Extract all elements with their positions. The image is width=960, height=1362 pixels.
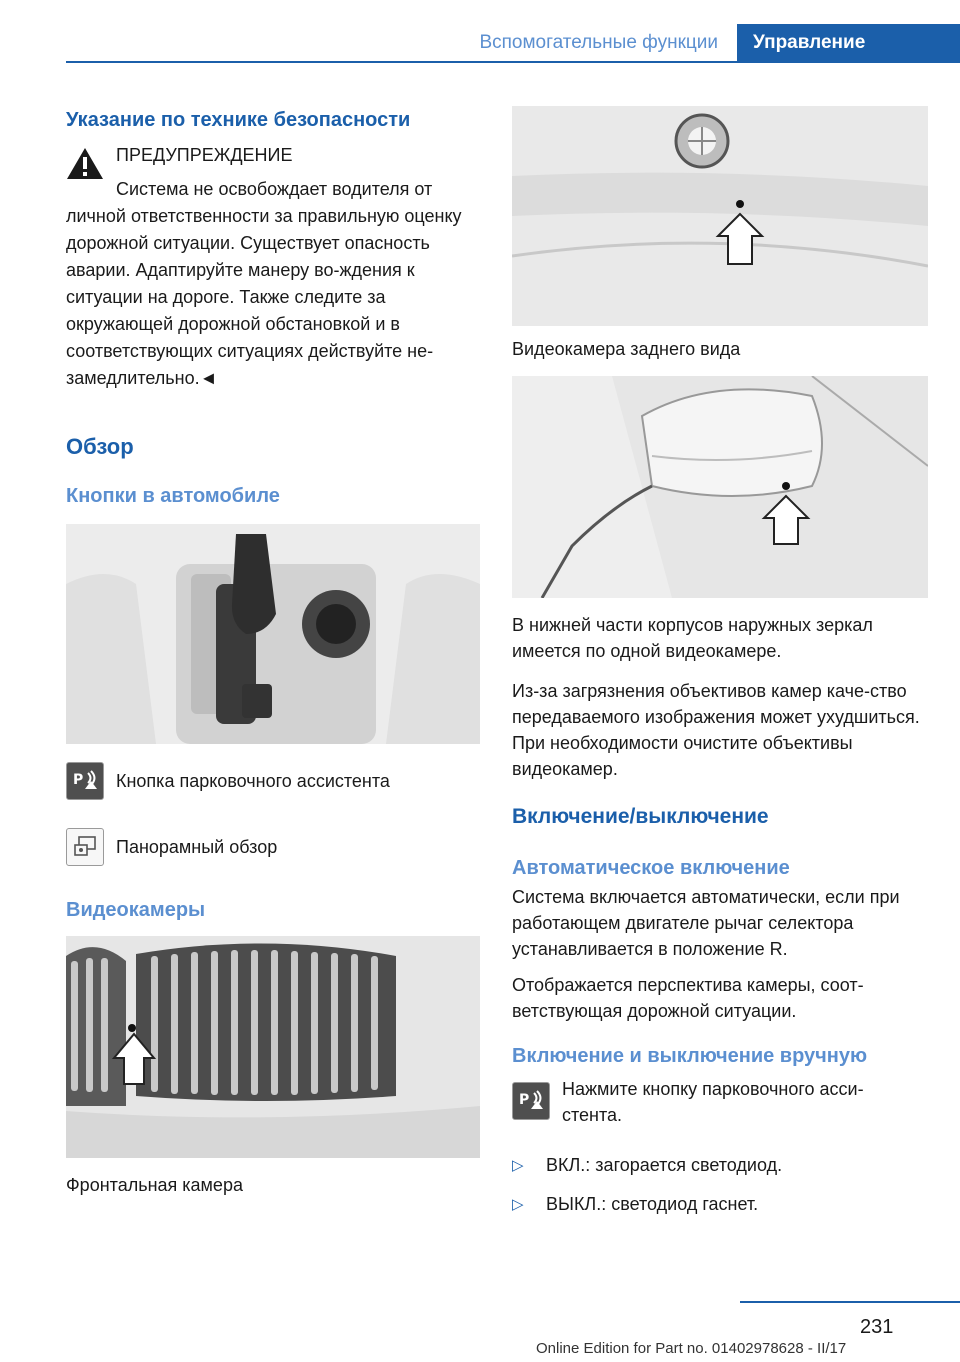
overview-heading: Обзор xyxy=(66,434,134,459)
left-column xyxy=(66,100,480,1198)
svg-text:P: P xyxy=(73,772,84,788)
panorama-row xyxy=(66,828,480,866)
header-section-title: Вспомогательные функции xyxy=(479,32,718,53)
bullet-list xyxy=(512,1152,928,1218)
park-assist-key-icon xyxy=(66,762,104,800)
mirror-illustration xyxy=(512,376,928,598)
onoff-heading: Включение/выключение xyxy=(512,805,769,828)
page-number: 231 xyxy=(860,1316,894,1338)
buttons-heading: Кнопки в автомобиле xyxy=(66,485,280,507)
front-camera-photo xyxy=(66,936,480,1158)
manual-row xyxy=(512,1076,928,1128)
trunk-illustration xyxy=(512,106,928,326)
park-assist-row xyxy=(66,762,480,800)
front-camera-caption: Фронтальная камера xyxy=(66,1175,243,1195)
grille-illustration xyxy=(66,936,480,1158)
right-column xyxy=(512,106,928,1218)
edition-note: Online Edition for Part no. 01402978628 - II/17 xyxy=(536,1340,847,1357)
auto-text: Система включается автоматически, если при работающем двигателе рычаг селектора устанавливается в положение R. xyxy=(512,887,900,959)
park-assist-key-icon-2 xyxy=(512,1082,550,1120)
bullet-triangle-icon: ▷ xyxy=(512,1196,524,1213)
manual-heading: Включение и выключение вручную xyxy=(512,1045,868,1067)
header-rule xyxy=(66,61,960,63)
dirt-note: Из-за загрязнения объективов камер каче-ство передаваемого изображения может ухудшиться. При необходимости очистите объективы видеокамер. xyxy=(512,681,920,779)
bullet-text: ВКЛ.: загорается светодиод. xyxy=(546,1155,783,1175)
rear-camera-photo xyxy=(512,106,928,326)
bullet-triangle-icon: ▷ xyxy=(512,1157,524,1174)
console-illustration xyxy=(66,524,480,744)
auto-heading: Автоматическое включение xyxy=(512,857,790,879)
warning-title: ПРЕДУПРЕЖДЕНИЕ xyxy=(116,145,293,165)
footer-rule xyxy=(740,1301,960,1303)
list-item xyxy=(512,1152,928,1179)
console-photo xyxy=(66,524,480,744)
warning-block xyxy=(66,142,480,180)
page-header xyxy=(0,24,960,62)
cameras-heading: Видеокамеры xyxy=(66,899,206,921)
rear-camera-caption: Видеокамера заднего вида xyxy=(512,339,741,359)
manual-text: Нажмите кнопку парковочного асси-стента. xyxy=(562,1079,864,1125)
mirror-photo xyxy=(512,376,928,598)
park-assist-label: Кнопка парковочного ассистента xyxy=(116,771,390,791)
header-chapter-tab: Управление xyxy=(737,24,960,62)
svg-text:P: P xyxy=(519,1092,530,1108)
auto-text-2: Отображается перспектива камеры, соот-ветствующая дорожной ситуации. xyxy=(512,975,864,1021)
panorama-label: Панорамный обзор xyxy=(116,837,278,857)
warning-text: Система не освобождает водителя от личной ответственности за правильную оценку дорожной ситуации. Существует опасность аварии. Адаптируйте манеру во-ждения к ситуации на дороге. Также следите за окружающей дорожной обстановкой и в соответствующих ситуациях действуйте не-замедлительно.◄ xyxy=(66,179,462,388)
list-item xyxy=(512,1191,928,1218)
mirror-caption: В нижней части корпусов наружных зеркал имеется по одной видеокамере. xyxy=(512,615,873,661)
warning-icon xyxy=(66,146,104,180)
panorama-key-icon xyxy=(66,828,104,866)
bullet-text: ВЫКЛ.: светодиод гаснет. xyxy=(546,1194,759,1214)
safety-heading: Указание по технике безопасности xyxy=(66,109,411,131)
